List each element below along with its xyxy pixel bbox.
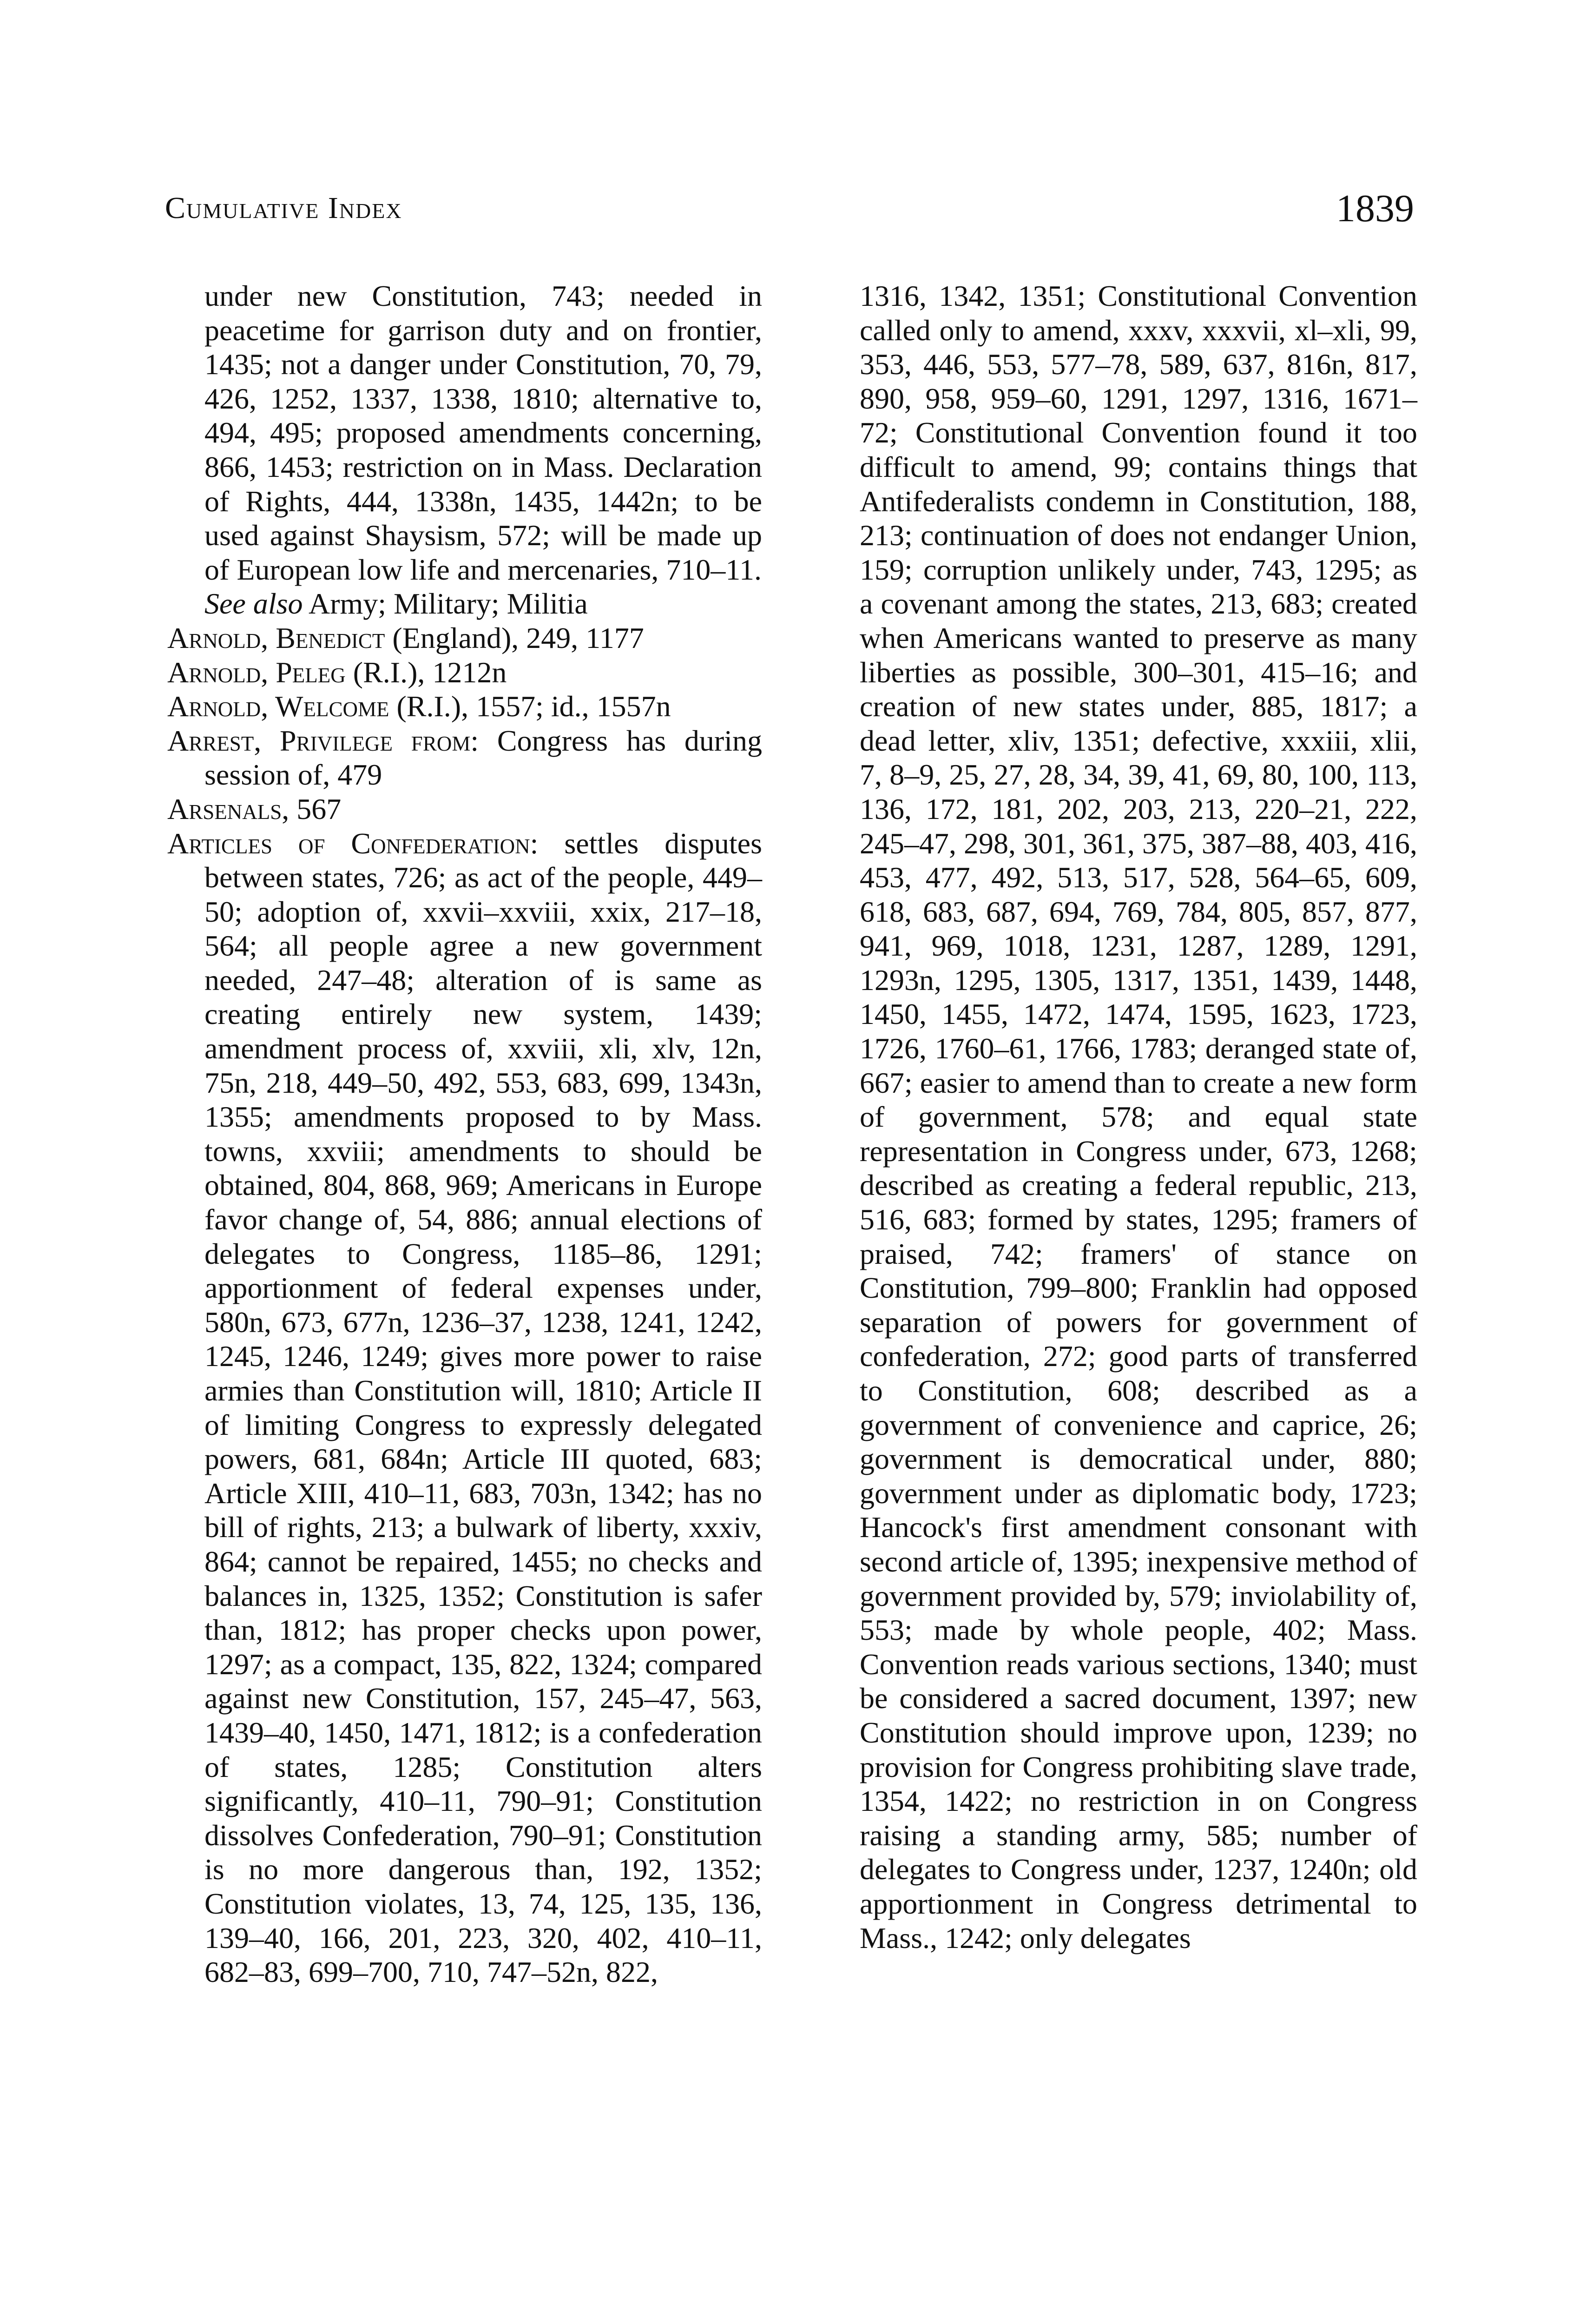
page-number: 1839: [1336, 187, 1414, 230]
see-also-label: See also: [204, 587, 303, 621]
entry-text: Congress has during session of, 479: [204, 724, 762, 792]
index-entry: [167, 655, 762, 690]
continuation-entry: [167, 279, 762, 621]
articles-of-confederation-entry: [167, 826, 762, 1989]
header-title: Cumulative Index: [165, 191, 402, 225]
entry-head: Arnold, Peleg: [167, 655, 346, 689]
left-column: [167, 279, 762, 1989]
index-entry: [167, 621, 762, 655]
entry-head: Articles of Confederation:: [167, 826, 539, 860]
index-entry: [167, 689, 762, 724]
entry-text: (R.I.), 1557; id., 1557n: [396, 690, 671, 723]
right-column: [822, 279, 1417, 1955]
index-entry: [167, 792, 762, 826]
entry-text: (England), 249, 1177: [392, 621, 644, 654]
running-header: [165, 186, 1414, 242]
index-entry: [167, 724, 762, 792]
continuation-text: under new Constitution, 743; needed in peacetime for garrison duty and on frontier, 1435; not a danger under Constitution, 70, 79, 426, 1252, 1337, 1338, 1810; alternative to, 494, 495; proposed amendments concerning, 866, 1453; restriction on in Mass. Declaration of Rights, 444, 1338n, 1435, 1442n; to be used against Shaysism, 572; will be made up of European low life and mercenaries, 710–11.: [204, 279, 762, 586]
entry-text: (R.I.), 1212n: [353, 655, 507, 689]
see-also-targets: Army; Military; Militia: [308, 587, 588, 621]
entry-head: Arsenals,: [167, 792, 289, 825]
entry-head: Arrest, Privilege from:: [167, 724, 479, 757]
continuation-entry: 1316, 1342, 1351; Constitutional Convention called only to amend, xxxv, xxxvii, xl–xli, 99, 353, 446, 553, 577–78, 589, 637, 816n, 817, 890, 958, 959–60, 1291, 1297, 1316, 1671–72; Constitutional Convention found it too difficult to amend, 99; contains things that Antifederalists condemn in Constitution, 188, 213; continuation of does not endanger Union, 159; corruption unlikely under, 743, 1295; as a covenant among the states, 213, 683; created when Americans wanted to preserve as many liberties as possible, 300–301, 415–16; and creation of new states under, 885, 1817; a dead letter, xliv, 1351; defective, xxxiii, xlii, 7, 8–9, 25, 27, 28, 34, 39, 41, 69, 80, 100, 113, 136, 172, 181, 202, 203, 213, 220–21, 222, 245–47, 298, 301, 361, 375, 387–88, 403, 416, 453, 477, 492, 513, 517, 528, 564–65, 609, 618, 683, 687, 694, 769, 784, 805, 857, 877, 941, 969, 1018, 1231, 1287, 1289, 1291, 1293n, 1295, 1305, 1317, 1351, 1439, 1448, 1450, 1455, 1472, 1474, 1595, 1623, 1723, 1726, 1760–61, 1766, 1783; deranged state of, 667; easier to amend than to create a new form of government, 578; and equal state representation in Congress under, 673, 1268; described as creating a federal republic, 213, 516, 683; formed by states, 1295; framers of praised, 742; framers' of stance on Constitution, 799–800; Franklin had opposed separation of powers for government of confederation, 272; good parts of transferred to Constitution, 608; described as a government of convenience and caprice, 26; government is democratical under, 880; government under as diplomatic body, 1723; Hancock's first amendment consonant with second article of, 1395; inexpensive method of government provided by, 579; inviolability of, 553; made by whole people, 402; Mass. Convention reads various sections, 1340; must be considered a sacred document, 1397; new Constitution should improve upon, 1239; no provision for Congress prohibiting slave trade, 1354, 1422; no restriction in on Congress raising a standing army, 585; number of delegates to Congress under, 1237, 1240n; old apportionment in Congress detrimental to Mass., 1242; only delegates: [860, 279, 1417, 1954]
entry-head: Arnold, Welcome: [167, 690, 389, 723]
entry-text: settles disputes between states, 726; as act of the people, 449–50; adoption of, xxvii–xxviii, xxix, 217–18, 564; all people agree a new government needed, 247–48; alteration of is same as creating entirely new system, 1439; amendment process of, xxviii, xli, xlv, 12n, 75n, 218, 449–50, 492, 553, 683, 699, 1343n, 1355; amendments proposed to by Mass. towns, xxviii; amendments to should be obtained, 804, 868, 969; Americans in Europe favor change of, 54, 886; annual elections of delegates to Congress, 1185–86, 1291; apportionment of federal expenses under, 580n, 673, 677n, 1236–37, 1238, 1241, 1242, 1245, 1246, 1249; gives more power to raise armies than Constitution will, 1810; Article II of limiting Congress to expressly delegated powers, 681, 684n; Article III quoted, 683; Article XIII, 410–11, 683, 703n, 1342; has no bill of rights, 213; a bulwark of liberty, xxxiv, 864; cannot be repaired, 1455; no checks and balances in, 1325, 1352; Constitution is safer than, 1812; has proper checks upon power, 1297; as a compact, 135, 822, 1324; compared against new Constitution, 157, 245–47, 563, 1439–40, 1450, 1471, 1812; is a confederation of states, 1285; Constitution alters significantly, 410–11, 790–91; Constitution dissolves Confederation, 790–91; Constitution is no more dangerous than, 192, 1352; Constitution violates, 13, 74, 125, 135, 136, 139–40, 166, 201, 223, 320, 402, 410–11, 682–83, 699–700, 710, 747–52n, 822,: [204, 826, 762, 1989]
entry-head: Arnold, Benedict: [167, 621, 385, 654]
entry-text: 567: [296, 792, 342, 825]
